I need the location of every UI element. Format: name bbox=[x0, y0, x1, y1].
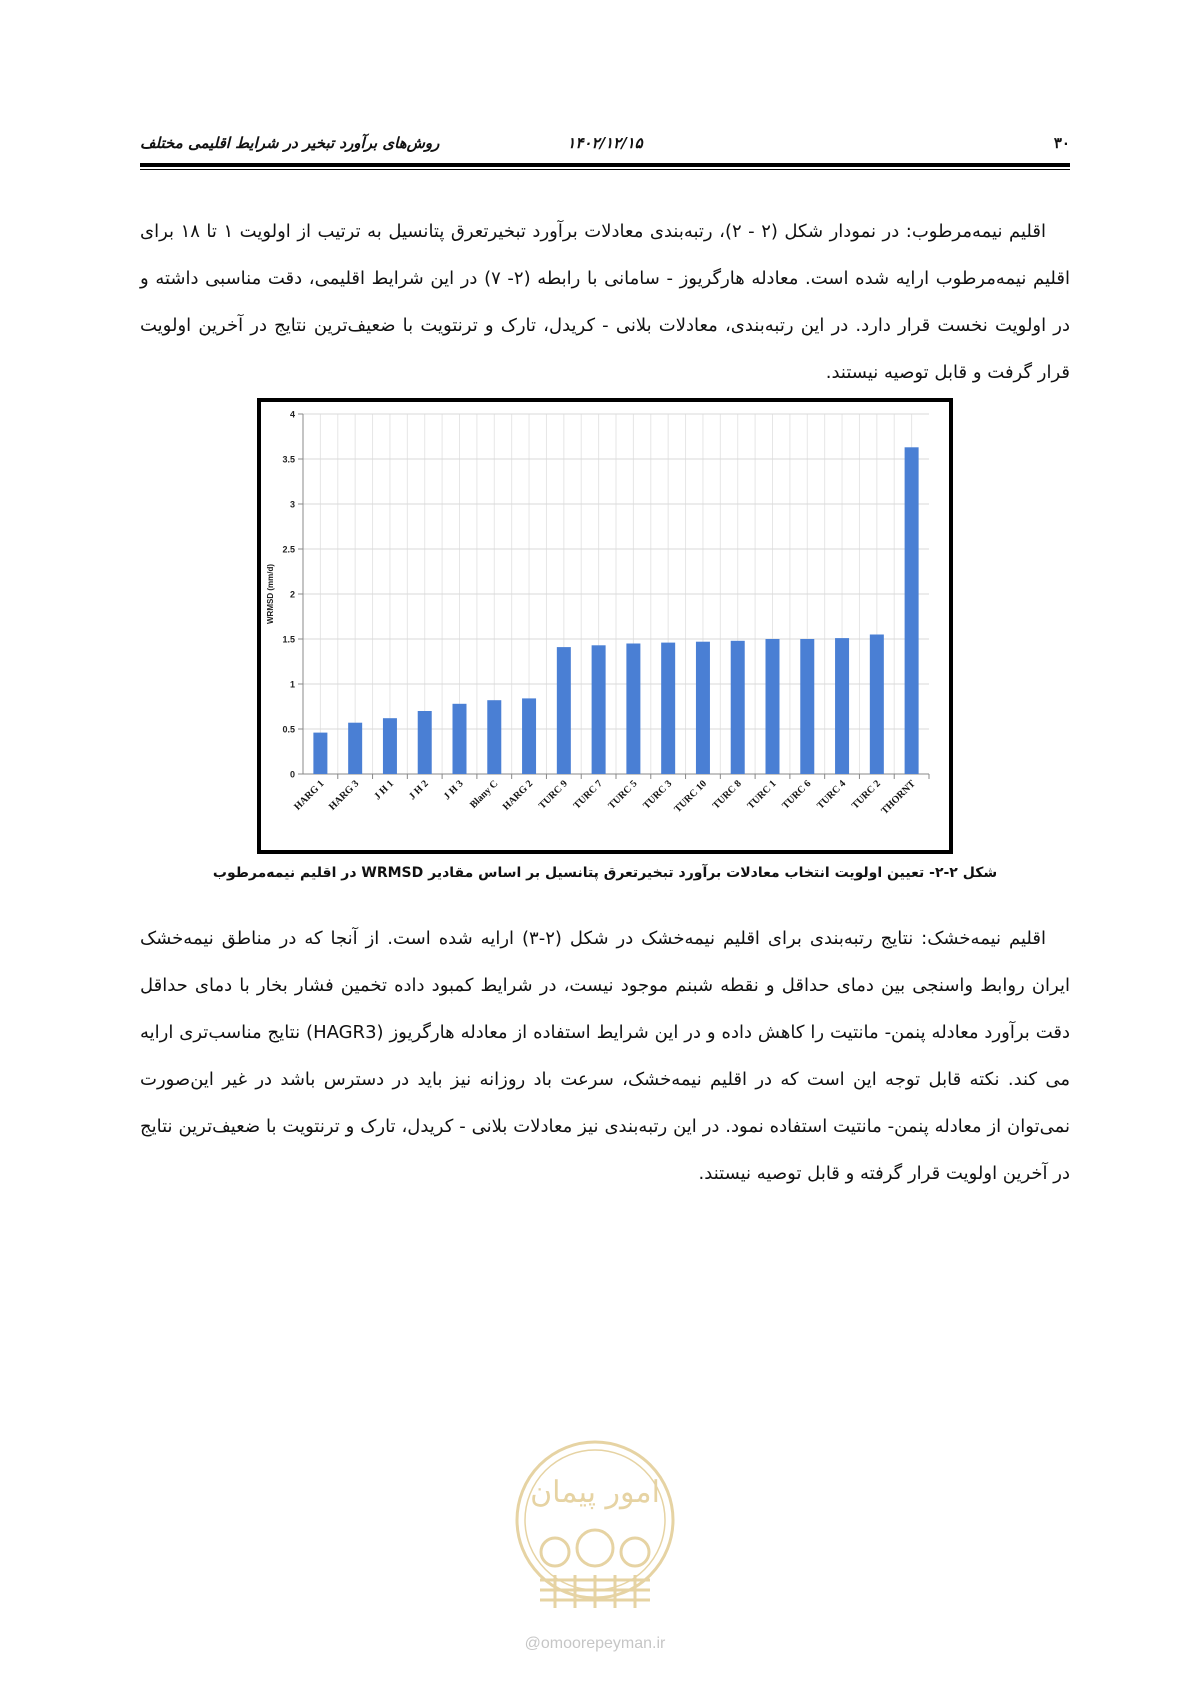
y-tick-label: 1 bbox=[289, 679, 295, 690]
header-date: ۱۴۰۲/۱۲/۱۵ bbox=[567, 134, 643, 152]
x-tick-label: TURC 1 bbox=[745, 778, 779, 812]
y-axis-label: WRMSD (mm/d) bbox=[266, 564, 275, 624]
x-tick-label: TURC 9 bbox=[536, 778, 570, 812]
x-tick-label: HARG 3 bbox=[326, 778, 362, 813]
x-tick-label: TURC 6 bbox=[780, 778, 814, 812]
paragraph-semi-humid bbox=[140, 208, 1070, 396]
x-tick-label: HARG 2 bbox=[500, 778, 536, 813]
bar-chart bbox=[261, 402, 949, 850]
bar bbox=[661, 643, 675, 774]
x-tick-label: TURC 4 bbox=[815, 778, 849, 812]
y-tick-label: 0 bbox=[289, 769, 295, 780]
y-tick-label: 3.5 bbox=[282, 454, 295, 465]
y-tick-label: 4 bbox=[289, 409, 295, 420]
figure-caption: شکل ۲-۲- تعیین اولویت انتخاب معادلات برآورد تبخیرتعرق پتانسیل بر اساس مقادیر WRMSD در اقلیم نیمه‌مرطوب bbox=[212, 865, 998, 881]
x-tick-label: J H 2 bbox=[406, 778, 431, 803]
x-tick-label: TURC 8 bbox=[710, 778, 744, 812]
bar bbox=[800, 639, 814, 774]
bar bbox=[696, 642, 710, 774]
watermark-website: @omoorepeyman.ir bbox=[524, 1635, 666, 1652]
x-tick-label: TURC 3 bbox=[641, 778, 675, 812]
bar bbox=[626, 644, 640, 775]
y-tick-label: 2.5 bbox=[282, 544, 295, 555]
x-tick-label: TURC 7 bbox=[571, 778, 605, 812]
header-rule-thin bbox=[140, 169, 1070, 170]
paragraph-text: اقلیم نیمه‌خشک: نتایج رتبه‌بندی برای اقلیم نیمه‌خشک در شکل (۲-۳) ارایه شده است. از آنجا که در مناطق نیمه‌خشک ایران روابط واسنجی بین دمای حداقل و نقطه شبنم موجود نیست، در شرایط کمبود داده تخمین فشار بخار با دمای حداقل دقت برآورد معادله پنمن- مانتیت را کاهش داده و در این شرایط استفاده از معادله هارگریوز (HAGR3) نتایج مناسب‌تری ارایه می کند. نکته قابل توجه این است که در اقلیم نیمه‌خشک، سرعت باد روزانه نیز باید در دسترس باشد در غیر این‌صورت نمی‌توان از معادله پنمن- مانتیت استفاده نمود. در این رتبه‌بندی نیز معادلات بلانی - کریدل، تارک و ترنتویت با ضعیف‌ترین نتایج در آخرین اولویت قرار گرفته و قابل توصیه نیستند. bbox=[140, 928, 1070, 1184]
bar bbox=[592, 645, 606, 774]
bar bbox=[348, 723, 362, 774]
bar bbox=[557, 647, 571, 774]
page-number: ۳۰ bbox=[1053, 134, 1070, 152]
bar bbox=[418, 711, 432, 774]
running-title: روش‌های برآورد تبخیر در شرایط اقلیمی مختلف bbox=[140, 134, 440, 152]
x-tick-label: TURC 2 bbox=[849, 778, 883, 812]
x-tick-label: THORNT bbox=[879, 778, 918, 817]
x-tick-label: J H 1 bbox=[372, 778, 397, 803]
bar bbox=[453, 704, 467, 774]
page-header bbox=[140, 130, 1070, 160]
bar bbox=[383, 718, 397, 774]
y-tick-label: 0.5 bbox=[282, 724, 295, 735]
watermark-logo bbox=[500, 1430, 690, 1630]
x-tick-label: J H 3 bbox=[441, 778, 466, 803]
bar bbox=[905, 447, 919, 774]
bar bbox=[835, 638, 849, 774]
paragraph-text: اقلیم نیمه‌مرطوب: در نمودار شکل (۲ - ۲)، رتبه‌بندی معادلات برآورد تبخیرتعرق پتانسیل به ترتیب از اولویت ۱ تا ۱۸ برای اقلیم نیمه‌مرطوب ارایه شده است. معادله هارگریوز - سامانی با رابطه (۲- ۷) در این شرایط اقلیمی، دقت مناسبی داشته و در اولویت نخست قرار دارد. در این رتبه‌بندی، معادلات بلانی - کریدل، تارک و ترنتویت با ضعیف‌ترین نتایج در آخرین اولویت قرار گرفت و قابل توصیه نیستند. bbox=[140, 221, 1070, 383]
figure-frame bbox=[257, 398, 953, 854]
bar bbox=[487, 700, 501, 774]
x-tick-label: TURC 5 bbox=[606, 778, 640, 812]
bar bbox=[870, 635, 884, 775]
y-tick-label: 3 bbox=[289, 499, 295, 510]
x-tick-label: HARG 1 bbox=[292, 778, 327, 813]
y-tick-label: 2 bbox=[289, 589, 295, 600]
watermark-logo-text: امور پیمان bbox=[530, 1475, 660, 1510]
paragraph-semi-arid bbox=[140, 915, 1070, 1197]
header-rule-thick bbox=[140, 163, 1070, 167]
y-tick-label: 1.5 bbox=[282, 634, 295, 645]
x-tick-label: TURC 10 bbox=[672, 778, 710, 816]
bar bbox=[522, 698, 536, 774]
bar bbox=[731, 641, 745, 774]
bar bbox=[313, 733, 327, 774]
x-tick-label: Blany C bbox=[468, 778, 501, 811]
bar bbox=[766, 639, 780, 774]
